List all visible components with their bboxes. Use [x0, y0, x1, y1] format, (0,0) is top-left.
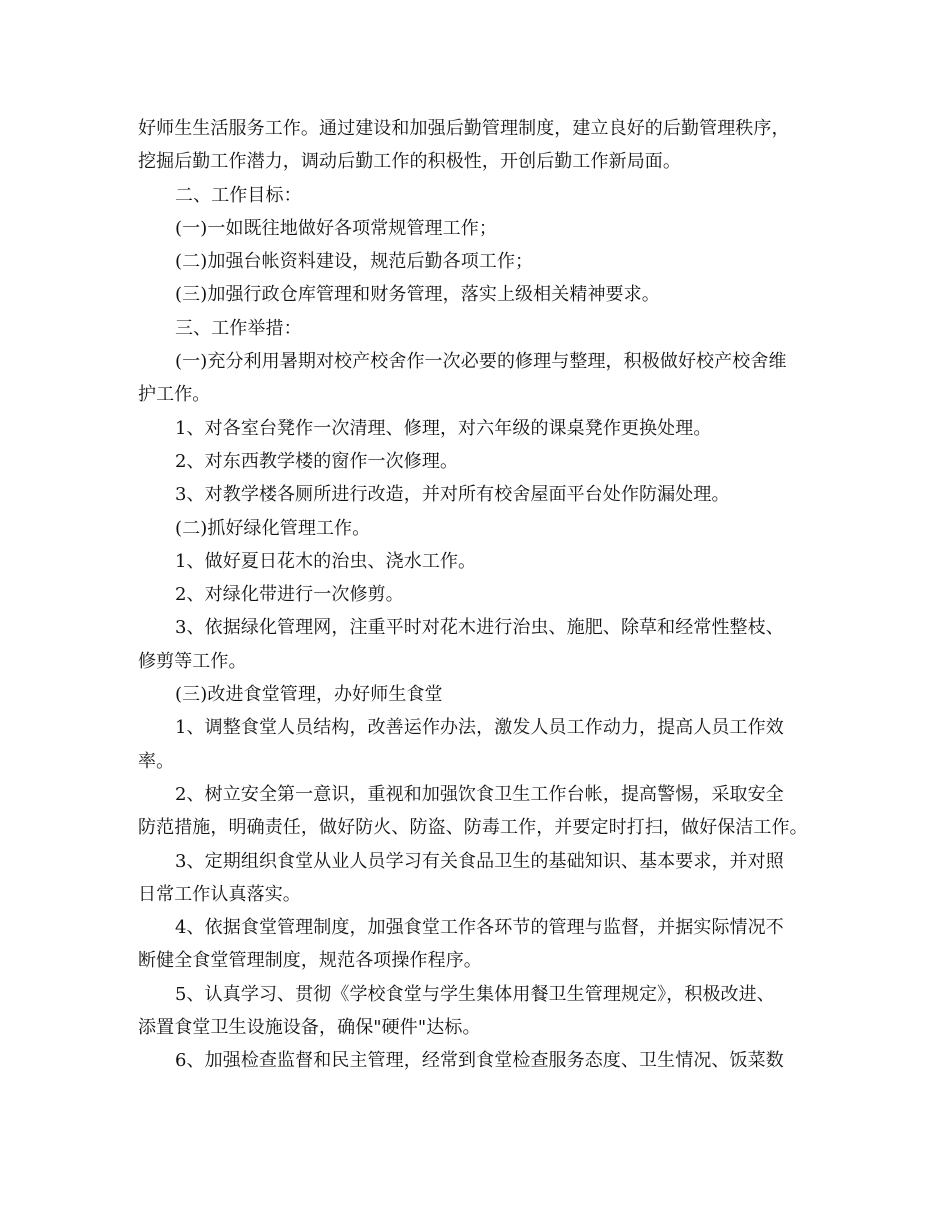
text-line: 防范措施，明确责任，做好防火、防盗、防毒工作，并要定时打扫，做好保洁工作。: [138, 817, 808, 839]
text-line: 1、做好夏日花木的治虫、浇水工作。: [175, 550, 477, 572]
text-line: 2、对东西教学楼的窗作一次修理。: [175, 450, 459, 472]
text-line: 3、依据绿化管理网，注重平时对花木进行治虫、施肥、除草和经常性整枝、: [175, 617, 784, 639]
text-line: (一)一如既往地做好各项常规管理工作；: [175, 217, 497, 239]
text-line: 4、依据食堂管理制度，加强食堂工作各环节的管理与监督，并据实际情况不: [175, 917, 784, 939]
text-line: 添置食堂卫生设施设备，确保"硬件"达标。: [138, 1017, 481, 1039]
text-line: (二)抓好绿化管理工作。: [175, 517, 371, 539]
text-line: 好师生生活服务工作。通过建设和加强后勤管理制度，建立良好的后勤管理秩序，: [138, 118, 790, 139]
text-line: 断健全食堂管理制度，规范各项操作程序。: [138, 950, 482, 972]
section-heading: 三、工作举措：: [175, 317, 302, 339]
text-line: 3、定期组织食堂从业人员学习有关食品卫生的基础知识、基本要求，并对照: [175, 850, 784, 872]
text-line: 日常工作认真落实。: [138, 883, 301, 905]
text-line: (二)加强台帐资料建设，规范后勤各项工作；: [175, 251, 534, 273]
text-line: 5、认真学习、贯彻《学校食堂与学生集体用餐卫生管理规定》，积极改进、: [175, 983, 775, 1005]
text-line: 6、加强检查监督和民主管理，经常到食堂检查服务态度、卫生情况、饭菜数: [175, 1050, 784, 1072]
text-line: (一)充分利用暑期对校产校舍作一次必要的修理与整理，积极做好校产校舍维: [175, 351, 787, 373]
text-line: 3、对教学楼各厕所进行改造，并对所有校舍屋面平台处作防漏处理。: [175, 484, 730, 506]
text-line: 2、树立安全第一意识，重视和加强饮食卫生工作台帐，提高警惕，采取安全: [175, 783, 784, 805]
text-line: 1、对各室台凳作一次清理、修理，对六年级的课桌凳作更换处理。: [175, 417, 712, 439]
text-line: 护工作。: [138, 384, 211, 406]
text-line: 1、调整食堂人员结构，改善运作办法，激发人员工作动力，提高人员工作效: [175, 717, 784, 739]
document-body: [138, 112, 820, 1078]
text-line: (三)加强行政仓库管理和财务管理，落实上级相关精神要求。: [175, 284, 660, 306]
section-heading: 二、工作目标：: [175, 184, 302, 206]
text-line: 率。: [138, 750, 175, 772]
text-line: 挖掘后勤工作潜力，调动后勤工作的积极性，开创后勤工作新局面。: [138, 151, 681, 173]
text-line: (三)改进食堂管理，办好师生食堂: [175, 684, 443, 706]
text-line: 2、对绿化带进行一次修剪。: [175, 584, 404, 606]
text-line: 修剪等工作。: [138, 650, 247, 672]
